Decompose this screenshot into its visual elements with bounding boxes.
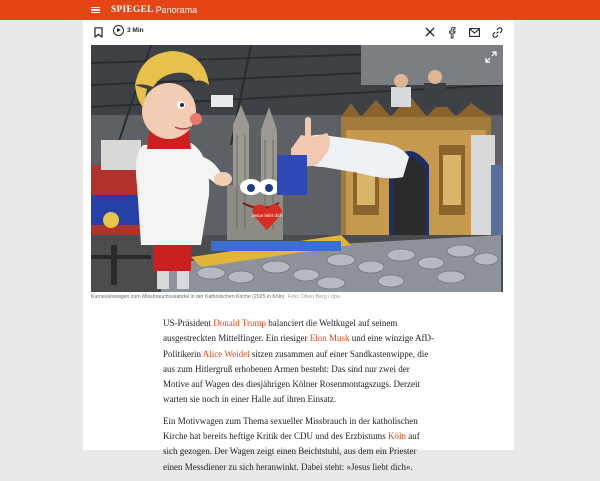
article-toolbar <box>83 20 514 44</box>
facebook-share-icon[interactable] <box>446 26 458 38</box>
banner-text: Jesus liebt dich <box>251 213 283 218</box>
section-label[interactable]: Panorama <box>155 5 198 15</box>
paragraph-1 <box>163 316 436 408</box>
carnival-float-illustration <box>91 45 503 292</box>
audio-play-button[interactable] <box>113 25 144 36</box>
link-alice-weidel[interactable]: Alice Weidel <box>202 348 250 359</box>
link-donald-trump[interactable]: Donald Trump <box>213 318 267 328</box>
link-elon-musk[interactable]: Elon Musk <box>309 333 350 344</box>
expand-icon[interactable] <box>485 50 497 62</box>
audio-play-icon[interactable] <box>113 25 124 36</box>
paragraph-2 <box>163 414 436 475</box>
bookmark-icon[interactable] <box>92 26 104 38</box>
text: Ein Motivwagen zum Thema sexueller Missbrauch in der katholischen Kirche hat bereits heftige Kritik der CDU und des Erzbistums <box>163 415 418 442</box>
text: US-Präsident <box>163 318 214 328</box>
article-card <box>83 20 514 472</box>
article-photo[interactable] <box>91 45 503 292</box>
read-time: 3 Min <box>127 27 144 34</box>
link-koeln[interactable]: Köln <box>387 431 406 442</box>
photo-credit: Foto: Oliver Berg / dpa <box>287 294 340 300</box>
caption-text: Karnevalswagen zum Missbrauchsskandal in der Katholischen Kirche (2025 in Köln) <box>91 294 285 300</box>
text: balanciert die Weltkugel auf seinem ausgestreckten Mittelfinger. Ein riesiger <box>163 318 398 344</box>
menu-icon[interactable] <box>91 7 100 14</box>
x-share-icon[interactable] <box>424 26 436 38</box>
link-copy-icon[interactable] <box>491 26 503 38</box>
text: sitzen zusammen auf einer Sandkastenwippe, die aus zum Hitlergruß erhobenen Armen besteht: Das sind nur zwei der Motive auf Wagen des diesjährigen Kölner Rosenmontagszugs. Derzeit warten sie noch in einer Halle auf ihren Einsatz. <box>163 348 429 405</box>
spiegel-logo[interactable]: SPIEGEL <box>111 5 154 15</box>
top-navigation-bar <box>0 0 600 20</box>
photo-caption <box>91 294 503 300</box>
article-body <box>163 316 436 481</box>
text: auf sich gezogen. Der Wagen zeigt einen Beichtstuhl, aus dem ein Priester einen Messdiener zu sich heranwinkt. Dabei steht: »Jesus liebt dich«. <box>163 431 420 472</box>
email-share-icon[interactable] <box>468 26 480 38</box>
text: und eine winzige AfD-Politikerin <box>163 333 434 359</box>
